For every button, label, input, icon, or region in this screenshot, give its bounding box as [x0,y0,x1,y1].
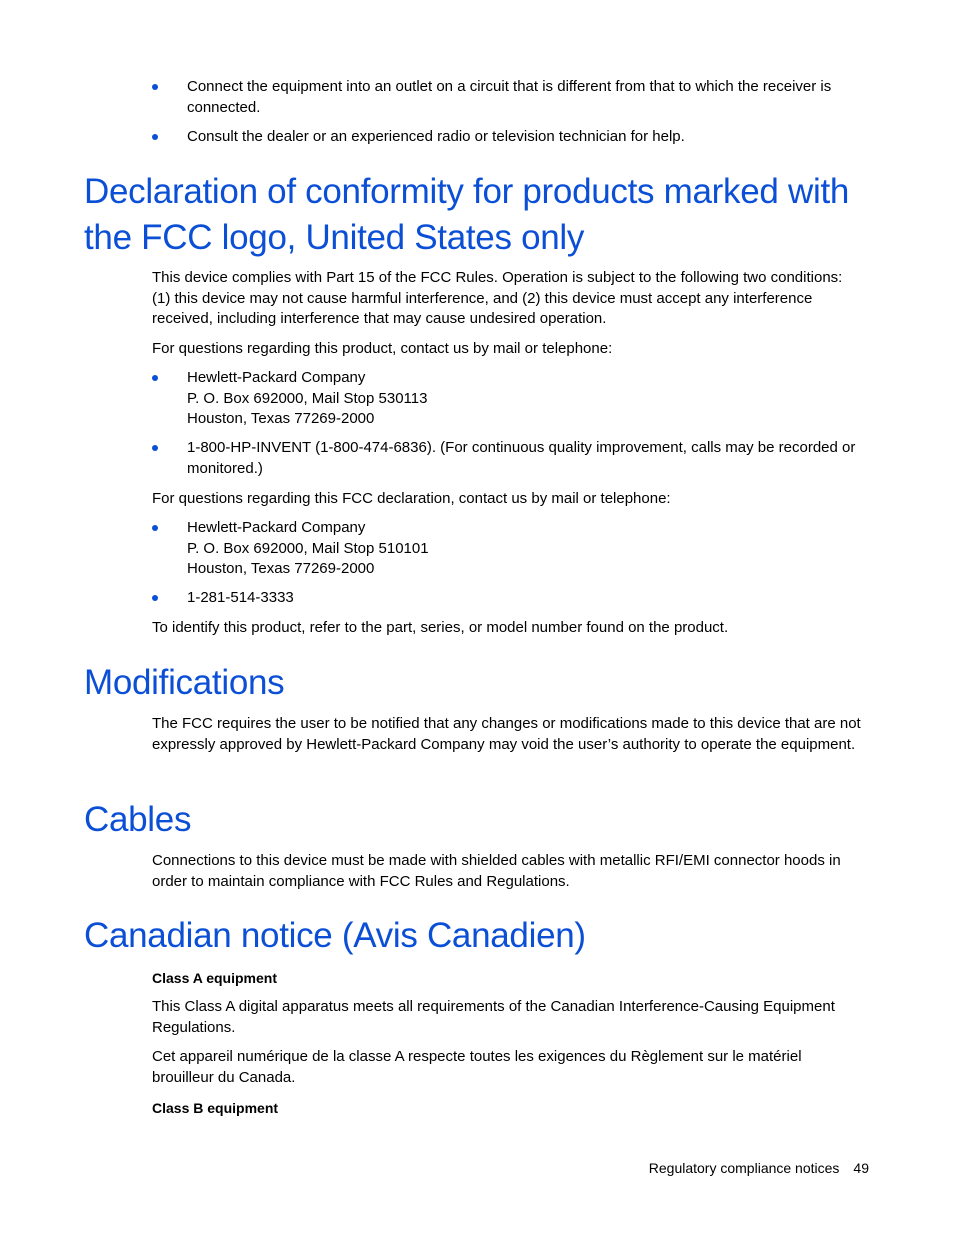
section-heading-canadian: Canadian notice (Avis Canadien) [84,916,586,955]
list-item-text: Consult the dealer or an experienced radio or television technician for help. [187,128,685,145]
list-item-phone [152,438,864,479]
address-line: Hewlett-Packard Company [187,369,366,386]
page-number: 49 [853,1160,869,1176]
list-item [152,127,864,148]
paragraph: Connections to this device must be made with shielded cables with metallic RFI/EMI connector hoods in order to maintain compliance with FCC Rules and Regulations. [152,852,841,890]
section-heading-declaration: Declaration of conformity for products marked with the FCC logo, United States only [84,172,850,257]
phone-text: 1-281-514-3333 [187,589,294,606]
bullet-icon [152,84,158,90]
bullet-icon [152,445,158,451]
footer-label: Regulatory compliance notices [648,1160,840,1176]
subheading-class-a: Class A equipment [152,970,277,986]
page-footer [649,1159,869,1177]
list-item-phone [152,588,864,609]
bullet-icon [152,134,158,140]
bullet-icon [152,595,158,601]
address-line: P. O. Box 692000, Mail Stop 510101 [187,539,429,557]
paragraph: This device complies with Part 15 of the FCC Rules. Operation is subject to the following two conditions: (1) this device may not cause harmful interference, and (2) this device must accept any interference received, including interference that may cause undesired operation. [152,269,843,327]
bullet-icon [152,525,158,531]
paragraph: Cet appareil numérique de la classe A respecte toutes les exigences du Règlement sur le matériel brouilleur du Canada. [152,1048,802,1086]
list-item-address [152,368,864,430]
address-line: Houston, Texas 77269-2000 [187,410,375,427]
phone-text: 1-800-HP-INVENT (1-800-474-6836). (For continuous quality improvement, calls may be recorded or monitored.) [187,439,856,477]
list-item [152,77,864,118]
bullet-icon [152,375,158,381]
paragraph: For questions regarding this product, contact us by mail or telephone: [152,340,613,357]
paragraph: For questions regarding this FCC declaration, contact us by mail or telephone: [152,490,671,507]
list-item-address [152,518,864,580]
address-line: P. O. Box 692000, Mail Stop 530113 [187,389,428,407]
subheading-class-b: Class B equipment [152,1100,279,1116]
section-heading-cables: Cables [84,800,192,839]
paragraph: To identify this product, refer to the part, series, or model number found on the product. [152,619,729,636]
address-line: Hewlett-Packard Company [187,519,366,536]
paragraph: The FCC requires the user to be notified that any changes or modifications made to this device that are not expressly approved by Hewlett-Packard Company may void the user’s authority to operate the equipment. [152,715,861,753]
address-line: Houston, Texas 77269-2000 [187,560,375,577]
paragraph: This Class A digital apparatus meets all requirements of the Canadian Interference-Causing Equipment Regulations. [152,998,835,1036]
section-heading-modifications: Modifications [84,663,285,702]
list-item-text: Connect the equipment into an outlet on a circuit that is different from that to which the receiver is connected. [187,78,832,116]
